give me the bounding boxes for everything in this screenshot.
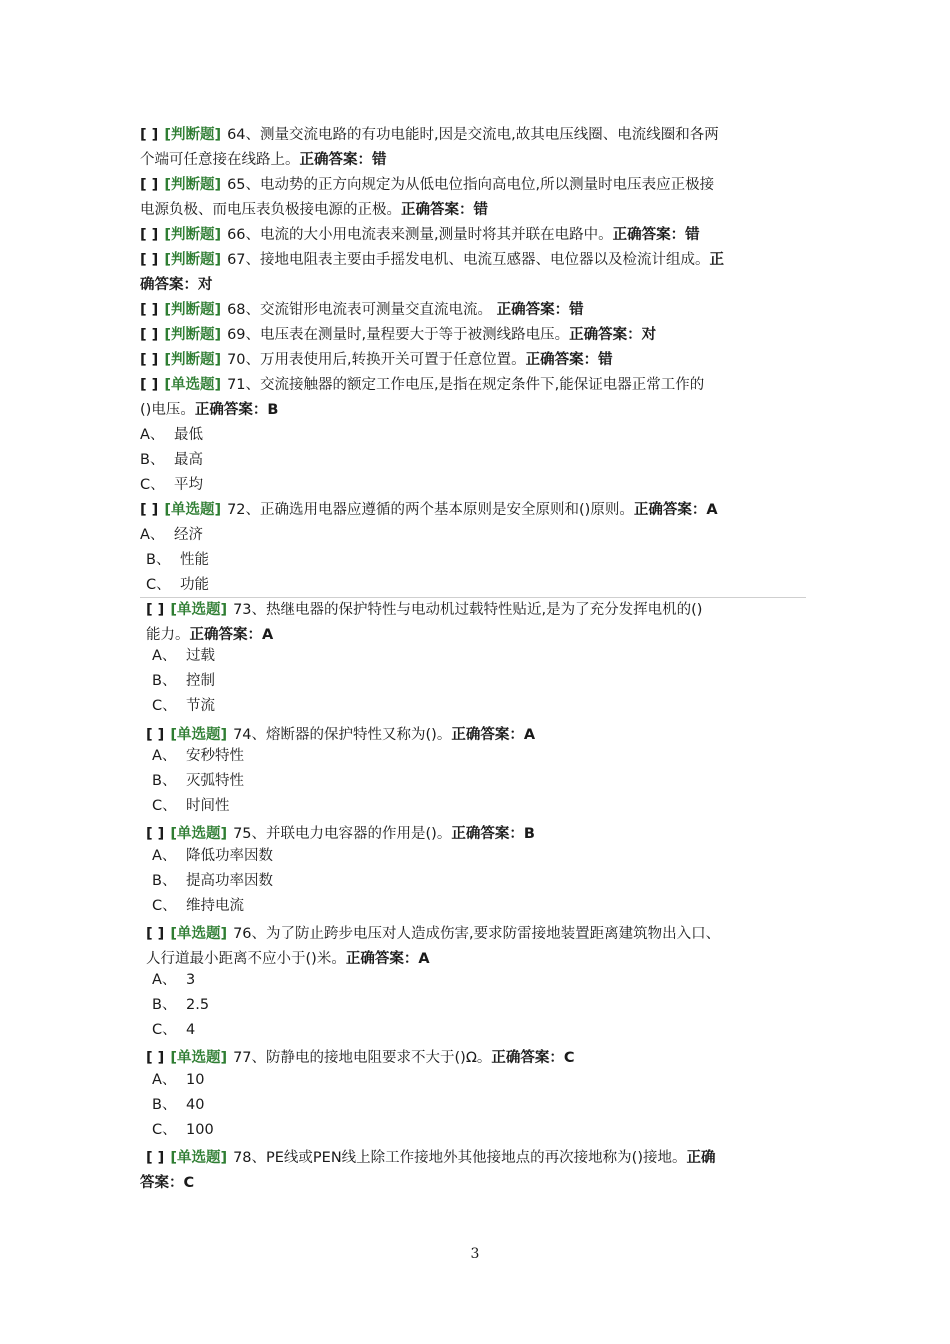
question-checkbox: [ ]	[140, 302, 159, 318]
question-text: 75、并联电力电容器的作用是()。	[233, 826, 452, 842]
option-key: B、	[152, 873, 177, 889]
question-type: [单选题]	[164, 377, 222, 393]
question-text: 71、交流接触器的额定工作电压,是指在规定条件下,能保证电器正常工作的	[227, 377, 705, 393]
question-67-line2	[140, 273, 810, 298]
option	[146, 573, 816, 598]
question-checkbox: [ ]	[146, 727, 165, 743]
question-checkbox: [ ]	[146, 926, 165, 942]
option-text: 安秒特性	[186, 748, 244, 764]
option-key: A、	[140, 527, 165, 543]
option	[152, 968, 822, 993]
option	[152, 794, 822, 819]
answer-label: 正确答案：	[612, 227, 686, 243]
question-checkbox: [ ]	[140, 327, 159, 343]
question-checkbox: [ ]	[146, 826, 165, 842]
answer-value: A	[262, 627, 274, 643]
question-text: 70、万用表使用后,转换开关可置于任意位置。	[227, 352, 526, 368]
question-type: [单选题]	[170, 1150, 228, 1166]
option-key: C、	[140, 477, 165, 493]
option-key: C、	[152, 1122, 177, 1138]
answer-label: 正确答案：	[491, 1050, 564, 1066]
option-text: 最低	[174, 427, 203, 443]
option	[152, 744, 822, 769]
answer-label: 正确答案：	[451, 727, 524, 743]
question-text: 66、电流的大小用电流表来测量,测量时将其并联在电路中。	[227, 227, 613, 243]
question-checkbox: [ ]	[140, 377, 159, 393]
option-text: 控制	[186, 673, 215, 689]
answer-label: 正确答案：	[345, 951, 419, 967]
answer-label: 正确答案：	[189, 627, 262, 643]
answer-label: 正确答案：	[299, 152, 372, 168]
option	[140, 523, 810, 548]
question-64-line1	[140, 123, 810, 148]
answer-label: 正确答案：	[569, 327, 642, 343]
option-key: B、	[146, 552, 171, 568]
question-78-line1	[146, 1146, 816, 1171]
question-text-cont: ()电压。	[140, 402, 195, 418]
option-text: 性能	[180, 552, 209, 568]
option	[152, 1093, 822, 1118]
question-text: 74、熔断器的保护特性又称为()。	[233, 727, 452, 743]
option-key: C、	[152, 798, 177, 814]
question-text: 65、电动势的正方向规定为从低电位指向高电位,所以测量时电压表应正极接	[227, 177, 715, 193]
question-65-line1	[140, 173, 810, 198]
question-text: 69、电压表在测量时,量程要大于等于被测线路电压。	[227, 327, 570, 343]
option-text: 灭弧特性	[186, 773, 244, 789]
option-text: 过载	[186, 648, 215, 664]
option-text: 节流	[186, 698, 215, 714]
option	[152, 1068, 822, 1093]
page-number: 3	[470, 1246, 480, 1262]
option-key: A、	[152, 848, 177, 864]
answer-label-part1: 正	[709, 252, 725, 268]
question-checkbox: [ ]	[140, 227, 159, 243]
question-type: [单选题]	[170, 727, 228, 743]
question-type: [单选题]	[170, 602, 228, 618]
answer-value: A	[523, 727, 536, 743]
option	[152, 644, 822, 669]
question-text: 76、为了防止跨步电压对人造成伤害,要求防雷接地装置距离建筑物出入口、	[233, 926, 721, 942]
option	[152, 1018, 822, 1043]
option-text: 维持电流	[186, 898, 244, 914]
answer-label-part2: 确答案：	[140, 277, 198, 293]
question-text-cont: 人行道最小距离不应小于()米。	[146, 951, 346, 967]
answer-value: 对	[641, 327, 657, 343]
option-key: B、	[152, 673, 177, 689]
option-key: B、	[152, 997, 177, 1013]
answer-label: 正确答案：	[401, 202, 474, 218]
option-key: C、	[146, 577, 171, 593]
question-76-line1	[146, 922, 816, 947]
answer-label-part2: 答案：	[140, 1175, 184, 1191]
option-key: A、	[152, 748, 177, 764]
question-text: 77、防静电的接地电阻要求不大于()Ω。	[233, 1050, 492, 1066]
question-checkbox: [ ]	[140, 177, 159, 193]
question-type: [单选题]	[164, 502, 222, 518]
option-text: 40	[186, 1097, 205, 1113]
option	[140, 423, 810, 448]
option	[152, 769, 822, 794]
option-key: A、	[152, 1072, 177, 1088]
option	[152, 993, 822, 1018]
answer-label: 正确答案：	[194, 402, 268, 418]
question-69-line1	[140, 323, 810, 348]
question-type: [判断题]	[164, 252, 222, 268]
option	[152, 869, 822, 894]
question-text: 64、测量交流电路的有功电能时,因是交流电,故其电压线圈、电流线圈和各两	[227, 127, 719, 143]
question-text: 68、交流钳形电流表可测量交直流电流。	[227, 302, 497, 318]
question-checkbox: [ ]	[146, 602, 165, 618]
answer-value: B	[267, 402, 279, 418]
answer-value: A	[706, 502, 718, 518]
option-key: A、	[152, 972, 177, 988]
question-type: [单选题]	[170, 1050, 228, 1066]
question-text: 78、PE线或PEN线上除工作接地外其他接地点的再次接地称为()接地。	[233, 1150, 687, 1166]
option-text: 3	[186, 972, 196, 988]
option-text: 2.5	[186, 997, 210, 1013]
question-text-cont: 个端可任意接在线路上。	[140, 152, 300, 168]
answer-label: 正确答案：	[451, 826, 524, 842]
option-text: 经济	[174, 527, 203, 543]
option	[152, 1118, 822, 1143]
option-text: 降低功率因数	[186, 848, 273, 864]
option	[140, 448, 810, 473]
question-type: [判断题]	[164, 177, 222, 193]
option-text: 最高	[174, 452, 203, 468]
answer-value: C	[563, 1050, 575, 1066]
option-key: C、	[152, 698, 177, 714]
question-text: 67、接地电阻表主要由手摇发电机、电流互感器、电位器以及检流计组成。	[227, 252, 710, 268]
option	[152, 694, 822, 719]
question-checkbox: [ ]	[146, 1150, 165, 1166]
answer-value: C	[183, 1175, 195, 1191]
question-66-line1	[140, 223, 810, 248]
question-71-line2	[140, 398, 810, 423]
option-text: 平均	[174, 477, 203, 493]
answer-value: A	[418, 951, 430, 967]
option	[146, 548, 816, 573]
question-checkbox: [ ]	[140, 352, 159, 368]
answer-value: 对	[198, 277, 213, 293]
option-key: B、	[140, 452, 165, 468]
option-key: B、	[152, 773, 177, 789]
question-checkbox: [ ]	[140, 127, 159, 143]
question-text: 72、正确选用电器应遵循的两个基本原则是安全原则和()原则。	[227, 502, 634, 518]
answer-label-part1: 正确	[686, 1150, 716, 1166]
option-text: 功能	[180, 577, 209, 593]
question-type: [判断题]	[164, 302, 222, 318]
option-key: C、	[152, 1022, 177, 1038]
answer-label: 正确答案：	[525, 352, 599, 368]
question-text-cont: 电源负极、而电压表负极接电源的正极。	[140, 202, 401, 218]
option	[152, 894, 822, 919]
option-key: A、	[140, 427, 165, 443]
answer-value: 错	[569, 302, 584, 318]
answer-value: 错	[598, 352, 613, 368]
question-text: 73、热继电器的保护特性与电动机过载特性贴近,是为了充分发挥电机的()	[233, 602, 703, 618]
question-checkbox: [ ]	[146, 1050, 165, 1066]
question-72-line1	[140, 498, 810, 523]
answer-label: 正确答案：	[496, 302, 570, 318]
option-key: B、	[152, 1097, 177, 1113]
option-text: 100	[186, 1122, 214, 1138]
question-type: [判断题]	[164, 352, 222, 368]
question-71-line1	[140, 373, 810, 398]
question-type: [单选题]	[170, 826, 228, 842]
option-text: 4	[186, 1022, 196, 1038]
answer-value: 错	[685, 227, 700, 243]
option-text: 10	[186, 1072, 205, 1088]
question-73-line1	[146, 598, 816, 623]
answer-label: 正确答案：	[633, 502, 707, 518]
question-68-line1	[140, 298, 810, 323]
answer-value: 错	[372, 152, 387, 168]
question-78-line2	[140, 1171, 810, 1196]
question-text-cont: 能力。	[146, 627, 190, 643]
answer-value: B	[523, 826, 535, 842]
question-64-line2	[140, 148, 810, 173]
option-text: 提高功率因数	[186, 873, 273, 889]
question-70-line1	[140, 348, 810, 373]
question-type: [判断题]	[164, 327, 222, 343]
option	[152, 844, 822, 869]
option-key: A、	[152, 648, 177, 664]
answer-value: 错	[473, 202, 488, 218]
option	[140, 473, 810, 498]
question-type: [单选题]	[170, 926, 228, 942]
option-text: 时间性	[186, 798, 230, 814]
question-checkbox: [ ]	[140, 252, 159, 268]
question-type: [判断题]	[164, 127, 222, 143]
question-67-line1	[140, 248, 810, 273]
option-key: C、	[152, 898, 177, 914]
question-checkbox: [ ]	[140, 502, 159, 518]
question-65-line2	[140, 198, 810, 223]
question-type: [判断题]	[164, 227, 222, 243]
option	[152, 669, 822, 694]
